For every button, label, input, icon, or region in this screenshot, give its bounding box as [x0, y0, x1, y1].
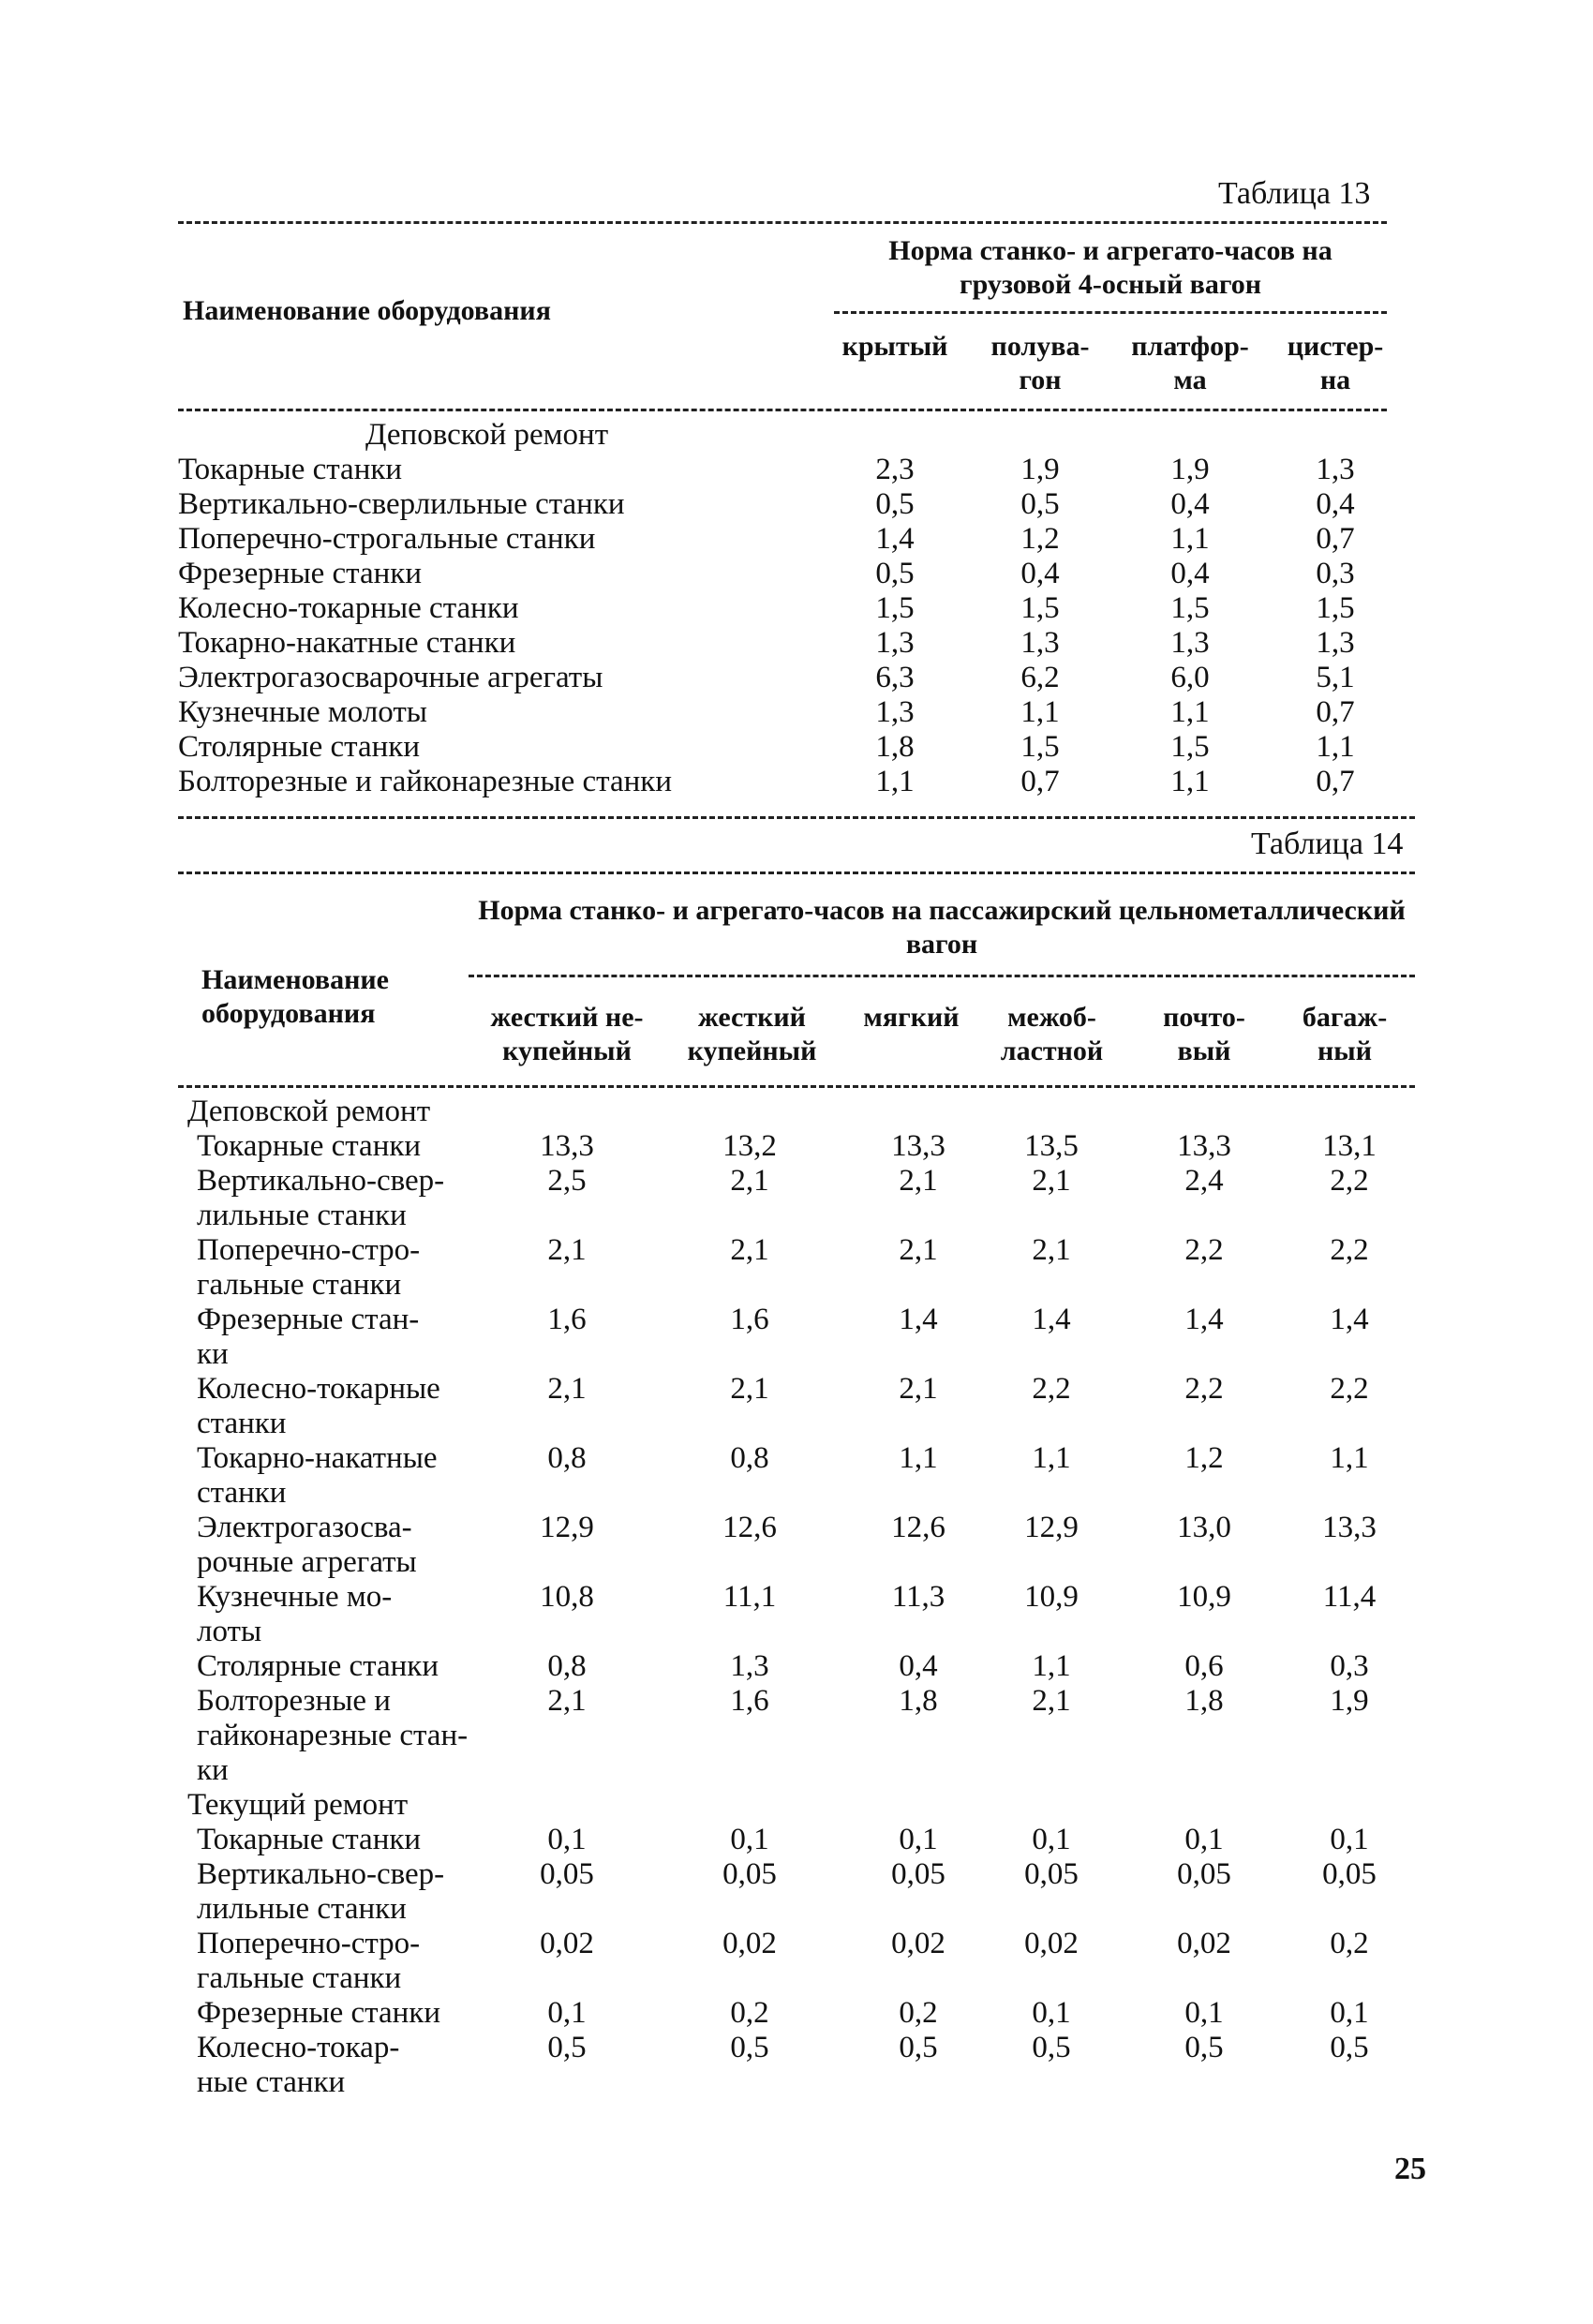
value-cell: 0,1	[547, 1823, 587, 1856]
table13-bottom-rule	[178, 816, 1415, 819]
table14-col-header-3: мягкий	[863, 1002, 960, 1033]
equipment-name-line: Вертикально-свер-	[197, 1164, 445, 1198]
value-cell: 0,4	[1020, 557, 1060, 590]
value-cell: 2,1	[899, 1233, 938, 1267]
equipment-name-line: Электрогазосва-	[197, 1511, 412, 1544]
value-cell: 2,1	[1032, 1164, 1071, 1198]
value-cell: 1,1	[1032, 1649, 1071, 1683]
value-cell: 13,0	[1177, 1511, 1231, 1544]
equipment-name	[197, 1303, 506, 1372]
value-cell: 1,4	[899, 1303, 938, 1336]
value-cell: 0,2	[1330, 1927, 1369, 1960]
equipment-name	[197, 1441, 506, 1511]
value-cell: 0,6	[1184, 1649, 1224, 1683]
value-cell: 0,05	[1322, 1857, 1377, 1891]
equipment-name-line: Поперечно-стро-	[197, 1927, 421, 1960]
value-cell: 1,3	[1316, 453, 1355, 486]
value-cell: 0,4	[899, 1649, 938, 1683]
value-cell: 2,1	[1032, 1233, 1071, 1267]
value-cell: 2,1	[547, 1684, 587, 1718]
value-cell: 0,5	[547, 2031, 587, 2064]
value-cell: 0,7	[1020, 765, 1060, 798]
table14-group-rule	[469, 975, 1415, 977]
table13-group-rule	[834, 311, 1387, 314]
value-cell: 0,02	[1177, 1927, 1231, 1960]
value-cell: 13,5	[1024, 1129, 1079, 1163]
value-cell: 0,1	[1330, 1996, 1369, 2030]
table14-col-header-5: почто-вый	[1163, 1002, 1245, 1066]
value-cell: 13,3	[1322, 1511, 1377, 1544]
value-cell: 0,7	[1316, 765, 1355, 798]
page-number: 25	[1394, 2152, 1426, 2186]
value-cell: 0,5	[899, 2031, 938, 2064]
equipment-name-line: Столярные станки	[197, 1649, 439, 1683]
table13-top-rule	[178, 221, 1387, 224]
value-cell: 1,4	[1330, 1303, 1369, 1336]
table13-col-header-3: платфор-ма	[1131, 331, 1249, 395]
value-cell: 1,9	[1170, 453, 1210, 486]
value-cell: 1,1	[1316, 730, 1355, 764]
table14-col-header-1: жесткий не-купейный	[490, 1002, 644, 1066]
value-cell: 0,1	[899, 1823, 938, 1856]
equipment-name: Токарные станки	[178, 453, 403, 486]
value-cell: 0,1	[1032, 1996, 1071, 2030]
table14-col-header-2: жесткий купейный	[687, 1002, 817, 1066]
table14-col-header-6: багаж-ный	[1302, 1002, 1388, 1066]
value-cell: 1,9	[1020, 453, 1060, 486]
value-cell: 11,1	[722, 1580, 777, 1614]
value-cell: 12,6	[891, 1511, 945, 1544]
equipment-name: Поперечно-строгальные станки	[178, 522, 596, 556]
value-cell: 1,3	[1170, 626, 1210, 660]
table13-group-header: Норма станко- и агрегато-часов на грузовой 4-осный вагон	[888, 235, 1332, 300]
value-cell: 2,1	[899, 1372, 938, 1406]
value-cell: 13,3	[1177, 1129, 1231, 1163]
equipment-name-line: гальные станки	[197, 1961, 402, 1995]
value-cell: 1,1	[1170, 522, 1210, 556]
value-cell: 0,1	[730, 1823, 769, 1856]
value-cell: 5,1	[1316, 661, 1355, 694]
equipment-name	[197, 1684, 506, 1788]
value-cell: 1,4	[1032, 1303, 1071, 1336]
value-cell: 0,05	[1024, 1857, 1079, 1891]
value-cell: 1,6	[547, 1303, 587, 1336]
value-cell: 0,1	[547, 1996, 587, 2030]
value-cell: 10,9	[1024, 1580, 1079, 1614]
equipment-name-line: ки	[197, 1337, 229, 1371]
value-cell: 12,6	[722, 1511, 777, 1544]
equipment-name: Кузнечные молоты	[178, 695, 427, 729]
value-cell: 2,1	[730, 1164, 769, 1198]
equipment-name	[197, 1996, 506, 2031]
section-label: Текущий ремонт	[187, 1788, 409, 1822]
table13-section-label: Деповской ремонт	[365, 418, 609, 452]
value-cell: 0,7	[1316, 695, 1355, 729]
value-cell: 1,8	[1184, 1684, 1224, 1718]
value-cell: 1,4	[1184, 1303, 1224, 1336]
equipment-name	[197, 1927, 506, 1996]
table13-header-rule	[178, 409, 1387, 411]
value-cell: 1,6	[730, 1684, 769, 1718]
value-cell: 1,5	[1020, 730, 1060, 764]
equipment-name-line: Фрезерные станки	[197, 1996, 441, 2030]
equipment-name-line: лоты	[197, 1615, 262, 1648]
value-cell: 0,5	[730, 2031, 769, 2064]
value-cell: 0,02	[891, 1927, 945, 1960]
table13-col-header-1: крытый	[841, 331, 948, 362]
value-cell: 0,05	[891, 1857, 945, 1891]
equipment-name-line: Поперечно-стро-	[197, 1233, 421, 1267]
value-cell: 0,8	[730, 1441, 769, 1475]
value-cell: 1,1	[1170, 765, 1210, 798]
value-cell: 1,5	[1170, 730, 1210, 764]
value-cell: 1,1	[899, 1441, 938, 1475]
table14-header-rule	[178, 1085, 1415, 1088]
value-cell: 1,5	[1020, 591, 1060, 625]
value-cell: 0,8	[547, 1649, 587, 1683]
value-cell: 0,05	[540, 1857, 594, 1891]
value-cell: 11,4	[1322, 1580, 1377, 1614]
value-cell: 2,2	[1032, 1372, 1071, 1406]
value-cell: 6,2	[1020, 661, 1060, 694]
value-cell: 2,3	[875, 453, 915, 486]
value-cell: 1,1	[1020, 695, 1060, 729]
value-cell: 1,6	[730, 1303, 769, 1336]
table14-top-rule	[178, 872, 1415, 874]
value-cell: 0,5	[875, 487, 915, 521]
table14-col-header-4: межоб-ластной	[1000, 1002, 1104, 1066]
equipment-name	[197, 2031, 506, 2100]
equipment-name-line: Кузнечные мо-	[197, 1580, 393, 1614]
equipment-name: Токарно-накатные станки	[178, 626, 516, 660]
equipment-name: Электрогазосварочные агрегаты	[178, 661, 603, 694]
value-cell: 0,3	[1330, 1649, 1369, 1683]
value-cell: 0,4	[1170, 557, 1210, 590]
value-cell: 0,4	[1170, 487, 1210, 521]
value-cell: 10,8	[540, 1580, 594, 1614]
equipment-name-line: Вертикально-свер-	[197, 1857, 445, 1891]
value-cell: 0,3	[1316, 557, 1355, 590]
value-cell: 1,5	[1170, 591, 1210, 625]
equipment-name: Колесно-токарные станки	[178, 591, 519, 625]
equipment-name-line: лильные станки	[197, 1892, 407, 1926]
value-cell: 0,5	[1330, 2031, 1369, 2064]
value-cell: 1,1	[875, 765, 915, 798]
value-cell: 1,3	[875, 626, 915, 660]
equipment-name	[197, 1580, 506, 1649]
value-cell: 1,9	[1330, 1684, 1369, 1718]
equipment-name-line: рочные агрегаты	[197, 1545, 417, 1579]
table14-group-header: Норма станко- и агрегато-часов на пассажирский цельнометаллический вагон	[478, 895, 1406, 960]
value-cell: 0,2	[899, 1996, 938, 2030]
value-cell: 2,2	[1330, 1233, 1369, 1267]
table13-col-header-4: цистер-на	[1287, 331, 1384, 395]
equipment-name-line: гайконарезные стан-	[197, 1719, 469, 1752]
value-cell: 0,5	[875, 557, 915, 590]
value-cell: 13,3	[540, 1129, 594, 1163]
value-cell: 1,5	[875, 591, 915, 625]
value-cell: 10,9	[1177, 1580, 1231, 1614]
value-cell: 0,5	[1020, 487, 1060, 521]
equipment-name	[197, 1129, 506, 1164]
value-cell: 0,02	[722, 1927, 777, 1960]
value-cell: 2,1	[730, 1233, 769, 1267]
value-cell: 1,8	[899, 1684, 938, 1718]
value-cell: 0,1	[1184, 1996, 1224, 2030]
value-cell: 11,3	[891, 1580, 945, 1614]
value-cell: 2,1	[899, 1164, 938, 1198]
equipment-name	[197, 1823, 506, 1857]
equipment-name	[197, 1857, 506, 1927]
equipment-name	[197, 1511, 506, 1580]
table13-col-name-header: Наименование оборудования	[183, 295, 551, 326]
equipment-name: Болторезные и гайконарезные станки	[178, 765, 672, 798]
value-cell: 0,02	[1024, 1927, 1079, 1960]
value-cell: 0,1	[1184, 1823, 1224, 1856]
table13-col-header-2: полува-гон	[990, 331, 1090, 395]
value-cell: 0,1	[1032, 1823, 1071, 1856]
value-cell: 1,3	[1316, 626, 1355, 660]
value-cell: 1,3	[1020, 626, 1060, 660]
equipment-name	[197, 1164, 506, 1233]
value-cell: 1,2	[1020, 522, 1060, 556]
value-cell: 0,8	[547, 1441, 587, 1475]
equipment-name-line: станки	[197, 1407, 287, 1440]
value-cell: 13,1	[1322, 1129, 1377, 1163]
equipment-name-line: Токарные станки	[197, 1129, 422, 1163]
value-cell: 1,3	[730, 1649, 769, 1683]
equipment-name-line: ные станки	[197, 2065, 346, 2099]
value-cell: 1,1	[1330, 1441, 1369, 1475]
value-cell: 13,3	[891, 1129, 945, 1163]
equipment-name-line: Токарно-накатные	[197, 1441, 438, 1475]
value-cell: 1,4	[875, 522, 915, 556]
equipment-name-line: гальные станки	[197, 1268, 402, 1302]
value-cell: 1,8	[875, 730, 915, 764]
value-cell: 0,5	[1184, 2031, 1224, 2064]
section-label: Деповской ремонт	[187, 1095, 431, 1128]
value-cell: 0,1	[1330, 1823, 1369, 1856]
value-cell: 0,05	[722, 1857, 777, 1891]
table13-title: Таблица 13	[1218, 176, 1371, 211]
equipment-name-line: Токарные станки	[197, 1823, 422, 1856]
value-cell: 2,5	[547, 1164, 587, 1198]
equipment-name-line: Колесно-токар-	[197, 2031, 400, 2064]
value-cell: 0,5	[1032, 2031, 1071, 2064]
value-cell: 0,7	[1316, 522, 1355, 556]
value-cell: 2,4	[1184, 1164, 1224, 1198]
value-cell: 2,2	[1184, 1372, 1224, 1406]
equipment-name-line: Фрезерные стан-	[197, 1303, 420, 1336]
value-cell: 2,1	[730, 1372, 769, 1406]
equipment-name: Столярные станки	[178, 730, 420, 764]
value-cell: 2,2	[1330, 1164, 1369, 1198]
value-cell: 2,2	[1330, 1372, 1369, 1406]
value-cell: 0,2	[730, 1996, 769, 2030]
table14-title: Таблица 14	[1251, 827, 1404, 861]
value-cell: 13,2	[722, 1129, 777, 1163]
value-cell: 1,1	[1032, 1441, 1071, 1475]
value-cell: 1,1	[1170, 695, 1210, 729]
value-cell: 1,2	[1184, 1441, 1224, 1475]
value-cell: 2,1	[1032, 1684, 1071, 1718]
equipment-name	[197, 1233, 506, 1303]
equipment-name-line: ки	[197, 1753, 229, 1787]
value-cell: 6,0	[1170, 661, 1210, 694]
equipment-name	[197, 1649, 506, 1684]
value-cell: 2,2	[1184, 1233, 1224, 1267]
equipment-name	[197, 1372, 506, 1441]
table14-col-name-header: Наименование оборудования	[201, 964, 389, 1029]
value-cell: 0,4	[1316, 487, 1355, 521]
value-cell: 1,5	[1316, 591, 1355, 625]
equipment-name-line: Колесно-токарные	[197, 1372, 440, 1406]
value-cell: 6,3	[875, 661, 915, 694]
equipment-name-line: лильные станки	[197, 1199, 407, 1232]
equipment-name-line: Болторезные и	[197, 1684, 391, 1718]
value-cell: 2,1	[547, 1372, 587, 1406]
value-cell: 1,3	[875, 695, 915, 729]
value-cell: 0,05	[1177, 1857, 1231, 1891]
equipment-name: Вертикально-сверлильные станки	[178, 487, 625, 521]
value-cell: 0,02	[540, 1927, 594, 1960]
value-cell: 12,9	[540, 1511, 594, 1544]
equipment-name-line: станки	[197, 1476, 287, 1510]
equipment-name: Фрезерные станки	[178, 557, 423, 590]
value-cell: 2,1	[547, 1233, 587, 1267]
value-cell: 12,9	[1024, 1511, 1079, 1544]
